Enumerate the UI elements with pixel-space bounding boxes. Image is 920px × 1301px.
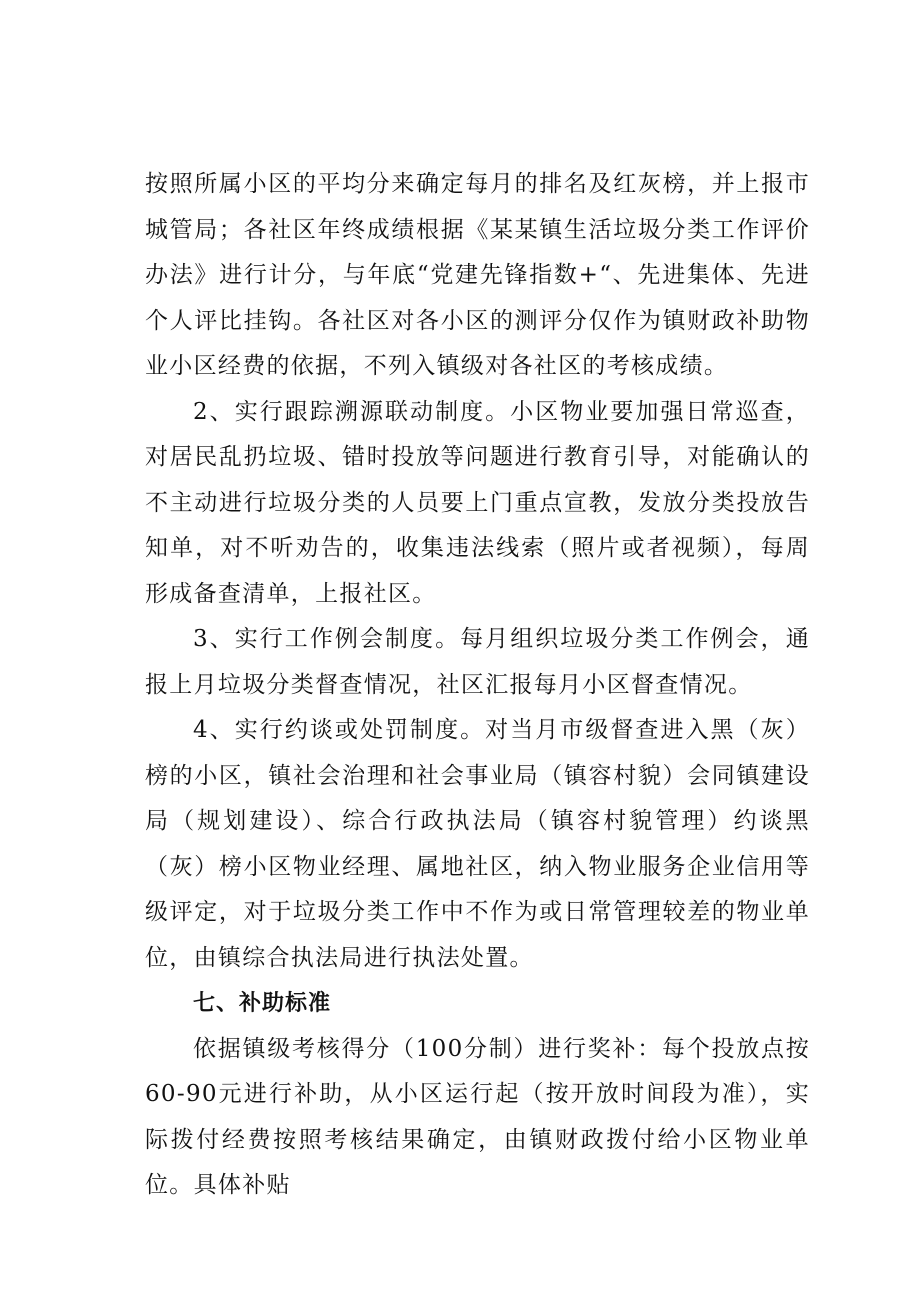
paragraph-subsidy-body: 依据镇级考核得分（100分制）进行奖补：每个投放点按60-90元进行补助，从小区运行起（按开放时间段为准），实际拨付经费按照考核结果确定，由镇财政拨付给小区物业单位。具体补贴 <box>145 1035 810 1198</box>
section-heading-subsidy-standard: 七、补助标准 <box>193 991 332 1016</box>
paragraph-continued: 按照所属小区的平均分来确定每月的排名及红灰榜，并上报市城管局；各社区年终成绩根据《某某镇生活垃圾分类工作评价办法》进行计分，与年底“党建先锋指数+“、先进集体、先进个人评比挂钩。各社区对各小区的测评分仅作为镇财政补助物业小区经费的依据，不列入镇级对各社区的考核成绩。 <box>145 171 810 379</box>
paragraph-item-3: 3、实行工作例会制度。每月组织垃圾分类工作例会，通报上月垃圾分类督查情况，社区汇报每月小区督查情况。 <box>145 626 810 698</box>
document-page <box>145 162 810 1209</box>
paragraph-item-2: 2、实行跟踪溯源联动制度。小区物业要加强日常巡查，对居民乱扔垃圾、错时投放等问题进行教育引导，对能确认的不主动进行垃圾分类的人员要上门重点宣教，发放分类投放告知单，对不听劝告的，收集违法线索（照片或者视频），每周形成备查清单，上报社区。 <box>145 398 810 607</box>
paragraph-item-4: 4、实行约谈或处罚制度。对当月市级督查进入黑（灰）榜的小区，镇社会治理和社会事业局（镇容村貌）会同镇建设局（规划建设）、综合行政执法局（镇容村貌管理）约谈黑（灰）榜小区物业经理、属地社区，纳入物业服务企业信用等级评定，对于垃圾分类工作中不作为或日常管理较差的物业单位，由镇综合执法局进行执法处置。 <box>145 717 810 971</box>
